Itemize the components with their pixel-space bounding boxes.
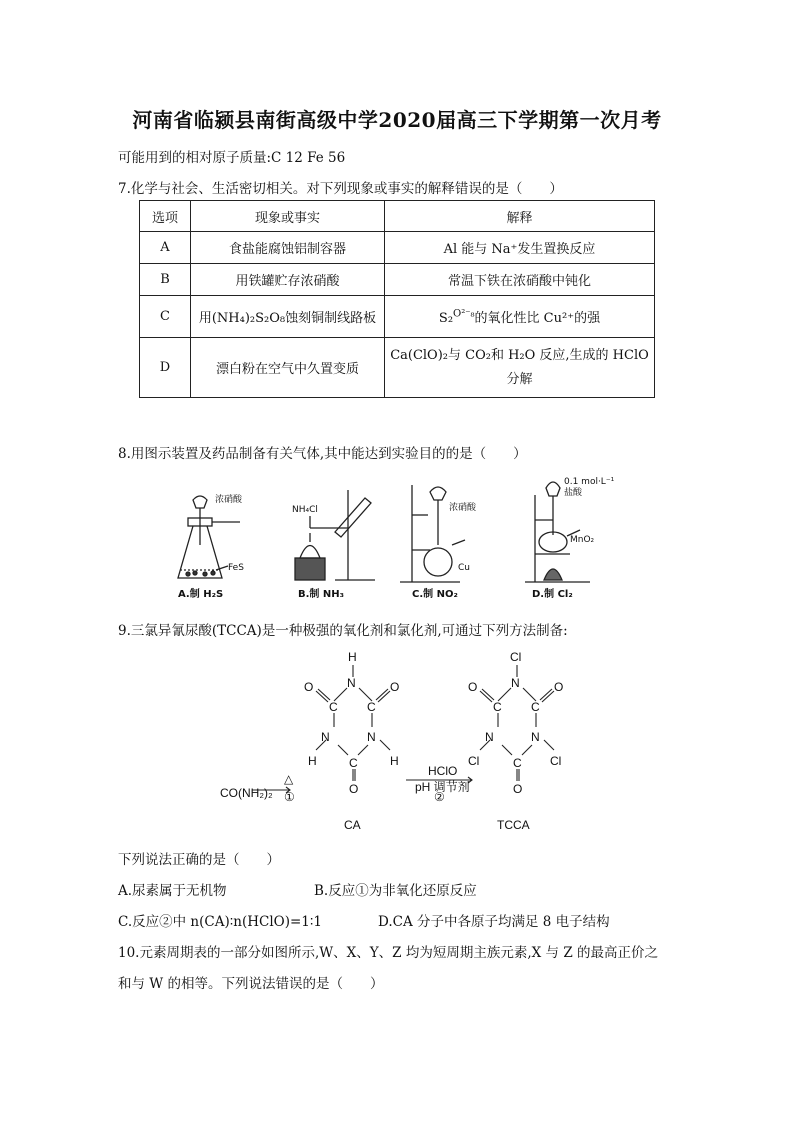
apparatus-d-caption: D.制 Cl₂ [532, 589, 573, 600]
apparatus-b-label1: NH₄Cl [292, 505, 318, 515]
svg-text:O: O [468, 680, 478, 694]
table-row [140, 296, 655, 338]
svg-text:Cl: Cl [550, 754, 562, 768]
apparatus-d-label1: 0.1 mol·L⁻¹ [564, 477, 615, 487]
q7-row-option: C [140, 296, 191, 338]
svg-text:N: N [531, 730, 540, 744]
svg-text:N: N [485, 730, 494, 744]
apparatus-c-label1: 浓硝酸 [449, 503, 477, 513]
q7-row-fact: 用铁罐贮存浓硝酸 [191, 264, 385, 296]
q7-header-fact: 现象或事实 [191, 201, 385, 232]
table-row [140, 264, 655, 296]
svg-text:O: O [304, 680, 314, 694]
q7-row-option: B [140, 264, 191, 296]
q7-header-explanation: 解释 [385, 201, 655, 232]
q9-option-a: A.尿素属于无机物 [118, 883, 227, 899]
step1-condition: △ [284, 772, 294, 786]
q7-row-option: D [140, 338, 191, 398]
apparatus-c-icon [400, 485, 465, 582]
svg-text:O: O [513, 782, 523, 796]
apparatus-b-caption: B.制 NH₃ [298, 589, 345, 600]
ca-label: CA [344, 818, 361, 832]
q7-row-explanation: 常温下铁在浓硝酸中钝化 [385, 264, 655, 296]
q8-question: 8.用图示装置及药品制备有关气体,其中能达到实验目的的是（ ） [118, 446, 527, 462]
q7-c-exp-sup: O²⁻₈ [453, 308, 475, 320]
page-title: 河南省临颍县南街高级中学2020届高三下学期第一次月考 [132, 108, 662, 132]
svg-text:N: N [321, 730, 330, 744]
svg-text:C: C [513, 756, 522, 770]
q7-header-row [140, 201, 655, 232]
q7-c-exp-pre: S₂ [438, 311, 454, 326]
q9-option-b: B.反应①为非氧化还原反应 [314, 883, 477, 899]
q9-prompt: 下列说法正确的是（ ） [118, 852, 280, 868]
table-row [140, 232, 655, 264]
svg-text:C: C [531, 700, 540, 714]
apparatus-c-label2: Cu [458, 563, 470, 573]
svg-text:O: O [390, 680, 400, 694]
atomic-mass-note: 可能用到的相对原子质量:C 12 Fe 56 [118, 150, 346, 166]
reactant-urea: CO(NH₂)₂ [220, 786, 273, 800]
apparatus-d-label3: MnO₂ [570, 535, 595, 545]
q9-reaction-scheme [210, 645, 610, 840]
q7-row-fact: 食盐能腐蚀铝制容器 [191, 232, 385, 264]
tcca-label: TCCA [497, 818, 530, 832]
svg-text:N: N [367, 730, 376, 744]
svg-text:C: C [367, 700, 376, 714]
step1-number: ① [284, 790, 295, 804]
apparatus-a-label2: FeS [228, 563, 244, 573]
table-row [140, 338, 655, 398]
q7-row-fact: 用(NH₄)₂S₂O₈蚀刻铜制线路板 [191, 296, 385, 338]
q8-apparatus-figure [160, 470, 630, 605]
q9-option-d: D.CA 分子中各原子均满足 8 电子结构 [378, 914, 610, 930]
q10-line1: 10.元素周期表的一部分如图所示,W、X、Y、Z 均为短周期主族元素,X 与 Z 的最高正价之 [118, 945, 658, 961]
svg-text:O: O [554, 680, 564, 694]
svg-text:N: N [511, 676, 520, 690]
step2-number: ② [434, 790, 445, 804]
svg-text:H: H [390, 754, 399, 768]
svg-text:C: C [329, 700, 338, 714]
q7-row-explanation: Al 能与 Na⁺发生置换反应 [385, 232, 655, 264]
apparatus-d-label2: 盐酸 [564, 488, 583, 498]
svg-text:Cl: Cl [468, 754, 480, 768]
q7-table [139, 200, 655, 398]
q7-question: 7.化学与社会、生活密切相关。对下列现象或事实的解释错误的是（ ） [118, 181, 563, 197]
apparatus-c-caption: C.制 NO₂ [412, 589, 458, 600]
apparatus-b-icon [295, 490, 375, 580]
svg-text:H: H [308, 754, 317, 768]
q9-question: 9.三氯异氰尿酸(TCCA)是一种极强的氧化剂和氯化剂,可通过下列方法制备: [118, 623, 568, 639]
step2-reagent: HClO [428, 764, 458, 778]
q9-option-c: C.反应②中 n(CA)∶n(HClO)=1∶1 [118, 914, 322, 930]
q7-row-option: A [140, 232, 191, 264]
q7-c-exp-post: 的氧化性比 Cu²⁺的强 [474, 311, 601, 326]
svg-text:Cl: Cl [510, 650, 522, 664]
step2-ph-agent: pH 调节剂 [415, 780, 470, 794]
svg-text:H: H [348, 650, 357, 664]
q7-row-fact: 漂白粉在空气中久置变质 [191, 338, 385, 398]
svg-text:C: C [493, 700, 502, 714]
svg-text:C: C [349, 756, 358, 770]
q10-line2: 和与 W 的相等。下列说法错误的是（ ） [118, 976, 384, 992]
svg-text:N: N [347, 676, 356, 690]
apparatus-a-label1: 浓硝酸 [215, 495, 243, 505]
svg-text:O: O [349, 782, 359, 796]
apparatus-a-caption: A.制 H₂S [178, 589, 224, 600]
q7-row-explanation: Ca(ClO)₂与 CO₂和 H₂O 反应,生成的 HClO 分解 [385, 338, 655, 398]
q7-row-explanation [385, 296, 655, 338]
q7-header-option: 选项 [140, 201, 191, 232]
